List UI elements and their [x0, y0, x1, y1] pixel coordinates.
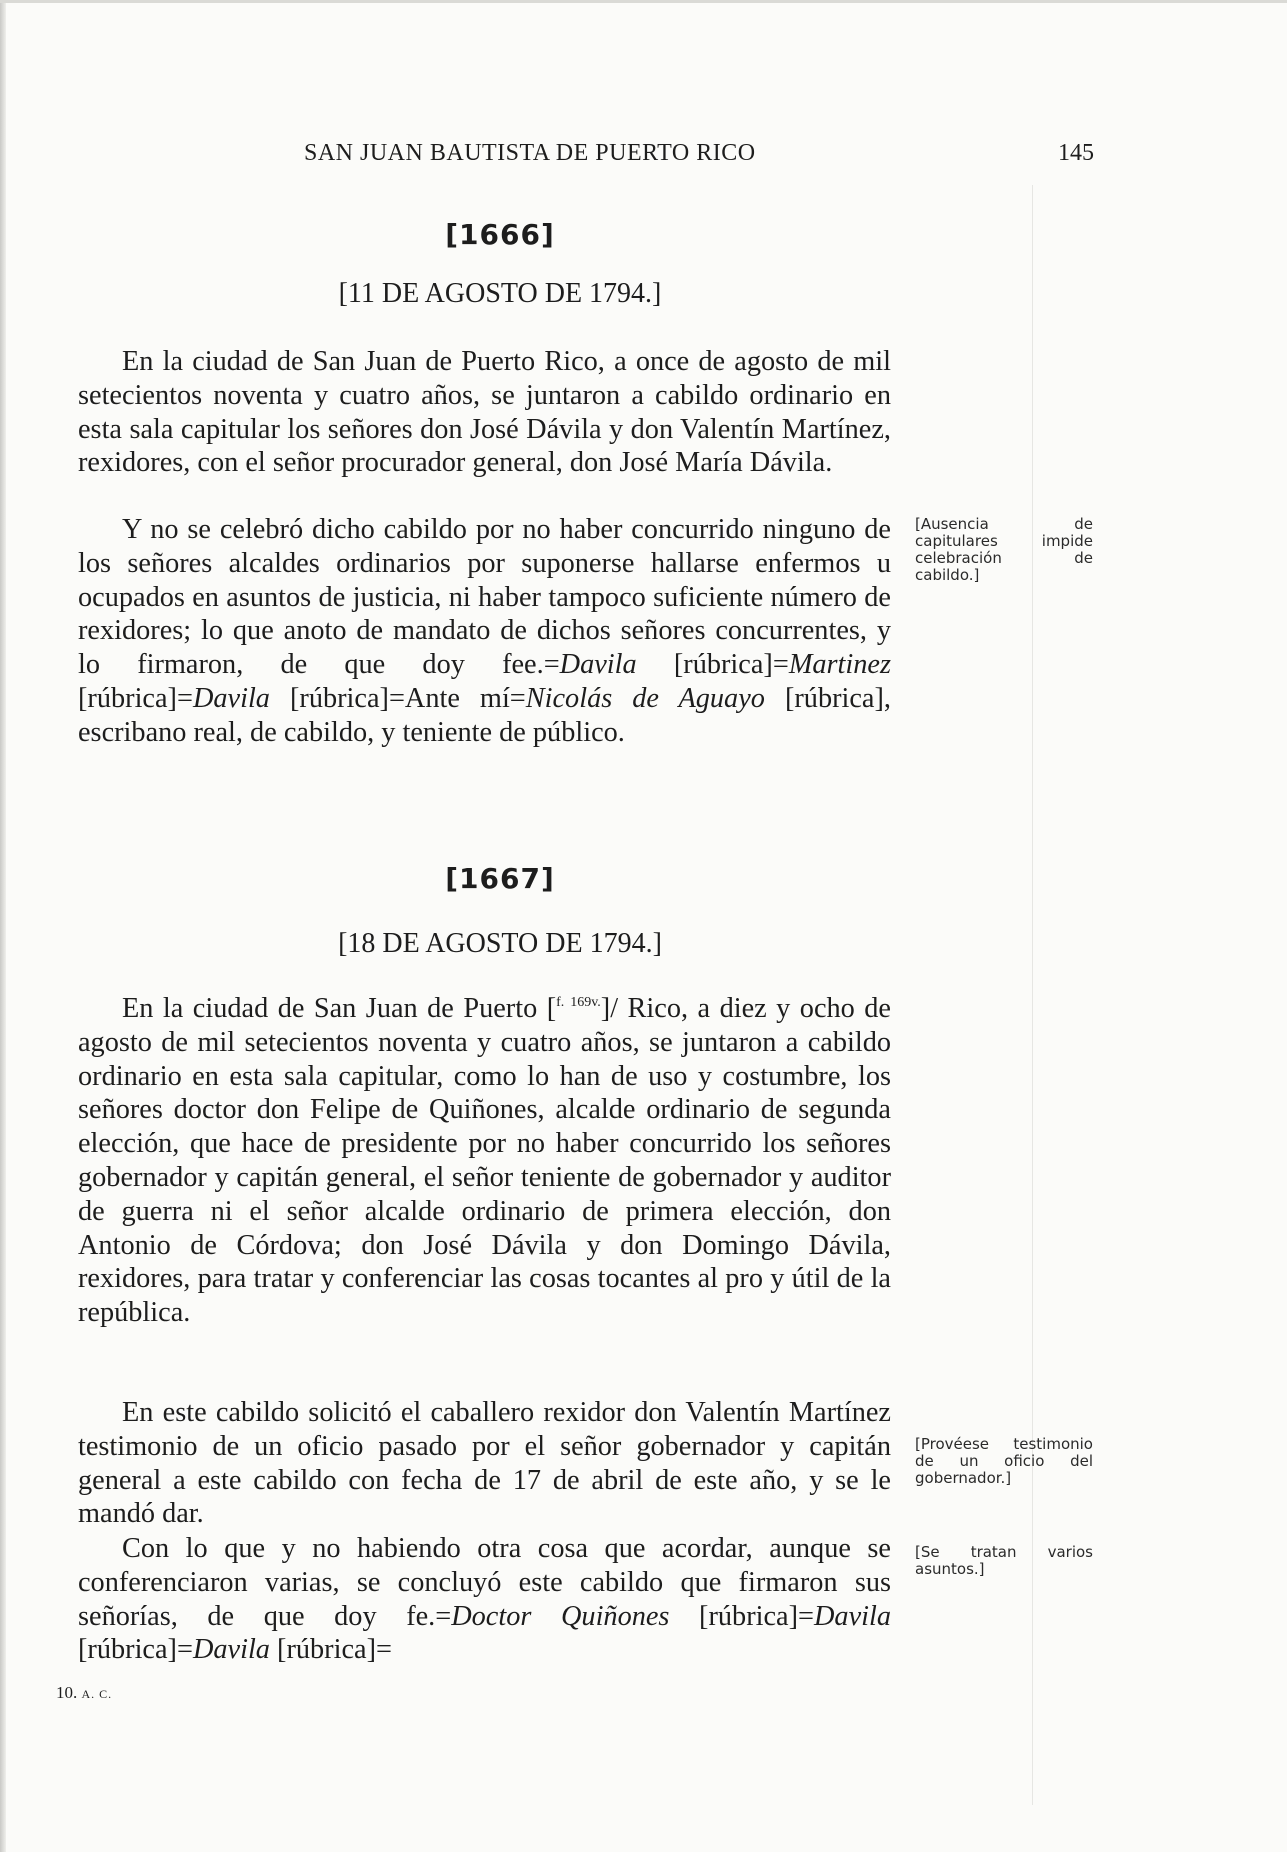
document-number-1666: [1666] [445, 218, 555, 251]
rubrica-text: [rúbrica]= [78, 682, 193, 714]
paragraph-text: Y no se celebró dicho cabildo por no haber concurrido ninguno de los señores alcaldes ordinarios por suponerse hallarse enfermos u ocupados en asuntos de justicia, ni haber tampoco suficiente número de rexidores; lo que anoto de mandato de dichos señores concurrentes, y lo firmaron, de que doy fee.= [78, 514, 891, 681]
sidenote-1667-testimonio: [Provéese testimonio de un oficio del gobernador.] [915, 1435, 1093, 1487]
rubrica-text: [rúbrica]= [78, 1634, 193, 1666]
paragraph-text: En la ciudad de San Juan de Puerto [ [122, 993, 557, 1024]
document-number-1667: [1667] [445, 862, 555, 895]
signature-name: Davila [813, 1600, 891, 1632]
paragraph-1666-2 [78, 513, 891, 750]
paragraph-1666-1 [78, 345, 891, 480]
signature-name: Davila [559, 649, 637, 681]
signature-number: 10. [56, 1683, 78, 1702]
sidenote-1666: [Ausencia de capitulares impide celebración de cabildo.] [915, 515, 1093, 584]
paragraph-1667-2 [78, 1396, 891, 1531]
paragraph-text: Con lo que y no habiendo otra cosa que acordar, aunque se conferenciaron varias, se concluyó este cabildo que firmaron sus señorías, de que doy fe.= [78, 1533, 891, 1632]
page-top-edge [0, 0, 1287, 3]
page-number: 145 [1058, 140, 1094, 166]
running-title: SAN JUAN BAUTISTA DE PUERTO RICO [304, 140, 756, 166]
signature-name: Nicolás de Aguayo [525, 682, 765, 714]
paragraph-text: ]/ Rico, a diez y ocho de agosto de mil setecientos noventa y cuatro años, se juntaron a cabildo ordinario en esta sala capitular, como lo han de uso y costumbre, los señores doctor don Felipe de Quiñones, alcalde ordinario de segunda elección, que hace de presidente por no haber concurrido los señores gobernador y capitán general, el señor teniente de gobernador y auditor de guerra ni el señor alcalde ordinario de primera elección, don Antonio de Córdova; don José Dávila y don Domingo Dávila, rexidores, para tratar y conferenciar las cosas tocantes al pro y útil de la república. [78, 993, 891, 1329]
paragraph-1667-3 [78, 1532, 891, 1667]
signature-name: Martinez [788, 649, 891, 681]
sidenote-1667-asuntos: [Se tratan varios asuntos.] [915, 1543, 1093, 1578]
rubrica-text: [rúbrica]= [669, 1600, 814, 1632]
signature-name: Doctor Quiñones [451, 1600, 670, 1632]
rubrica-text: [rúbrica]= [636, 649, 789, 681]
rubrica-text: [rúbrica]=Ante mí= [269, 682, 526, 714]
document-date-1667: [18 DE AGOSTO DE 1794.] [338, 928, 662, 959]
paragraph-text: [rúbrica], escribano real, de cabildo, y teniente de público. [78, 682, 891, 748]
paragraph-text: En este cabildo solicitó el caballero rexidor don Valentín Martínez testimonio de un oficio pasado por el señor gobernador y capitán general a este cabildo con fecha de 17 de abril de este año, y se le mandó dar. [78, 1397, 891, 1530]
paragraph-text: En la ciudad de San Juan de Puerto Rico, a once de agosto de mil setecientos noventa y cuatro años, se juntaron a cabildo ordinario en esta sala capitular los señores don José Dávila y don Valentín Martínez, rexidores, con el señor procurador general, don José María Dávila. [78, 346, 891, 479]
printer-signature [56, 1683, 112, 1703]
signature-letters: A. C. [81, 1687, 113, 1701]
signature-name: Davila [192, 682, 270, 714]
folio-reference: f. 169v. [556, 995, 601, 1010]
paragraph-1667-1 [78, 992, 891, 1330]
rubrica-text: [rúbrica]= [269, 1634, 392, 1666]
signature-name: Davila [192, 1634, 270, 1666]
document-date-1666: [11 DE AGOSTO DE 1794.] [338, 278, 662, 309]
